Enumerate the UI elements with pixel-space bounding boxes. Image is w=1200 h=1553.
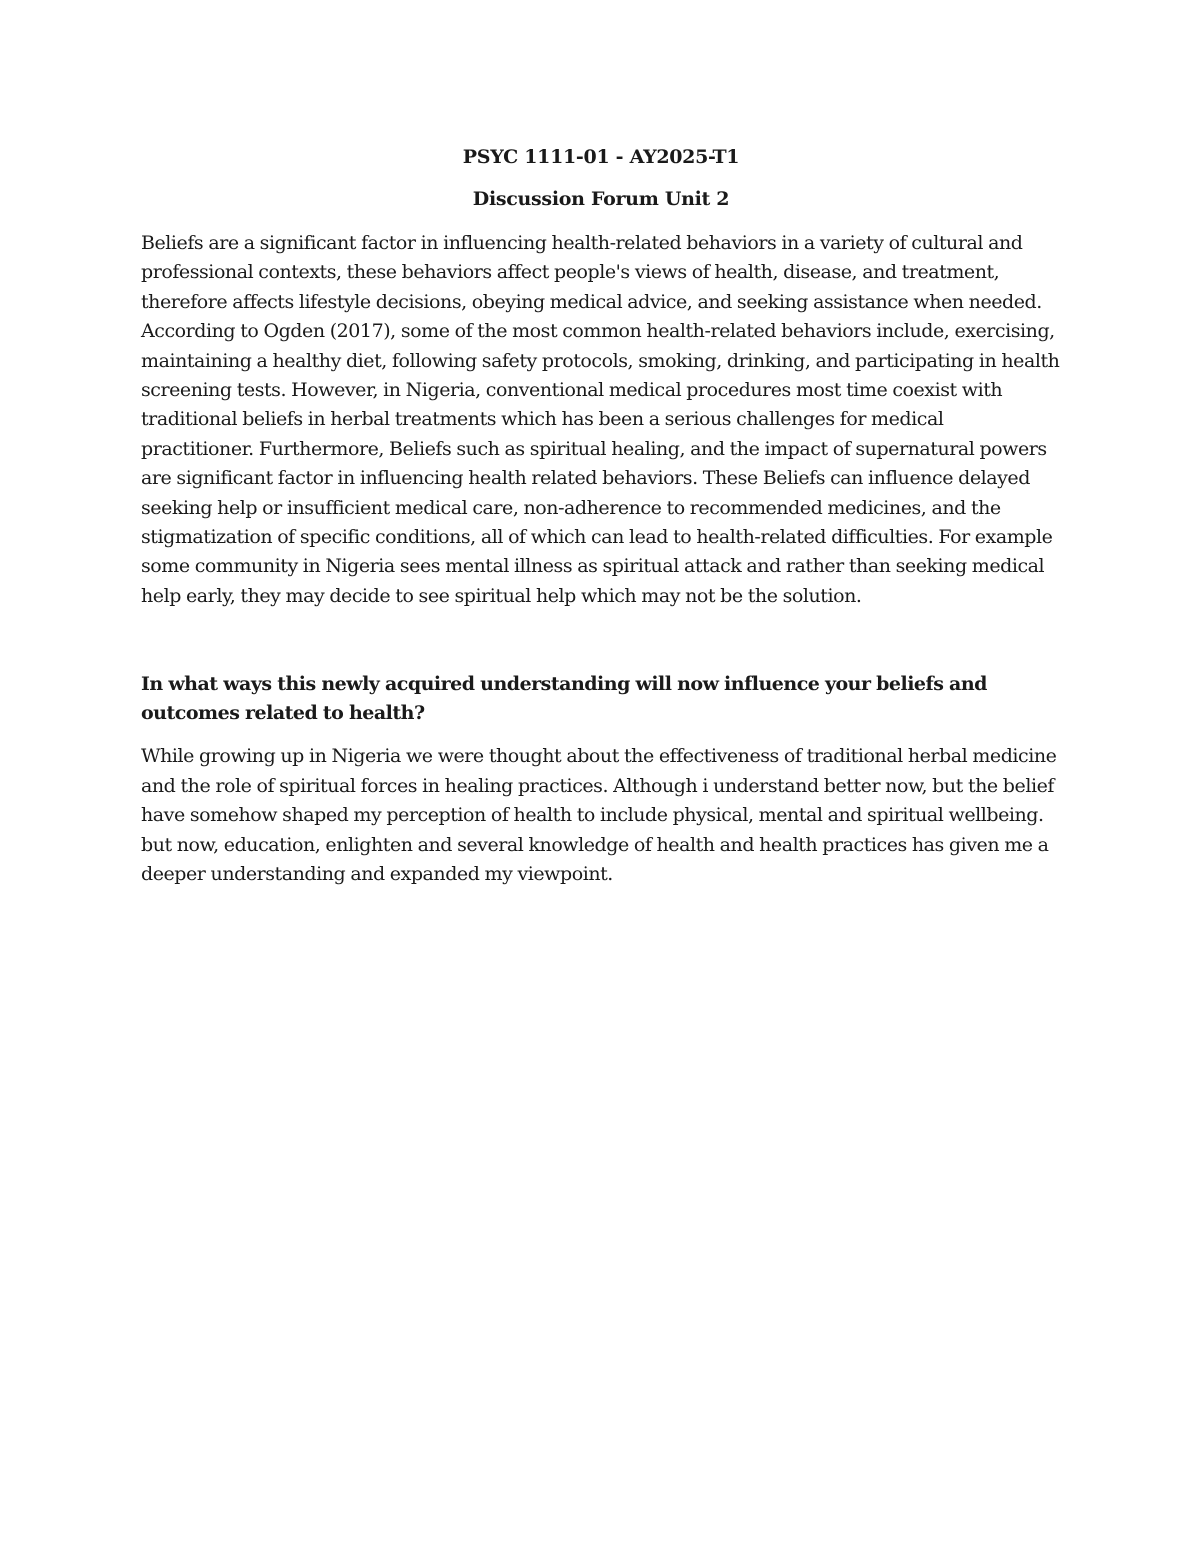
- intro-paragraph: Beliefs are a significant factor in influencing health-related behaviors in a variety of cultural and professional contexts, these behaviors affect people's views of health, disease, and treatment, therefore affects lifestyle decisions, obeying medical advice, and seeking assistance when needed. According to Ogden (2017), some of the most common health-related behaviors include, exercising, maintaining a healthy diet, following safety protocols, smoking, drinking, and participating in health screening tests. However, in Nigeria, conventional medical procedures most time coexist with traditional beliefs in herbal treatments which has been a serious challenges for medical practitioner. Furthermore, Beliefs such as spiritual healing, and the impact of supernatural powers are significant factor in influencing health related behaviors. These Beliefs can influence delayed seeking help or insufficient medical care, non-adherence to recommended medicines, and the stigmatization of specific conditions, all of which can lead to health-related difficulties. For example some community in Nigeria sees mental illness as spiritual attack and rather than seeking medical help early, they may decide to see spiritual help which may not be the solution.: [141, 232, 1060, 607]
- question-heading: In what ways this newly acquired understanding will now influence your beliefs and outcomes related to health?: [141, 673, 987, 725]
- answer-paragraph: While growing up in Nigeria we were thought about the effectiveness of traditional herbal medicine and the role of spiritual forces in healing practices. Although i understand better now, but the belief have somehow shaped my perception of health to include physical, mental and spiritual wellbeing. but now, education, enlighten and several knowledge of health and health practices has given me a deeper understanding and expanded my viewpoint.: [141, 745, 1057, 885]
- course-code-heading: PSYC 1111-01 - AY2025-T1: [462, 146, 740, 168]
- document-body: [141, 143, 1061, 889]
- paragraph-spacer: [141, 611, 1061, 670]
- forum-title-heading: Discussion Forum Unit 2: [472, 188, 730, 210]
